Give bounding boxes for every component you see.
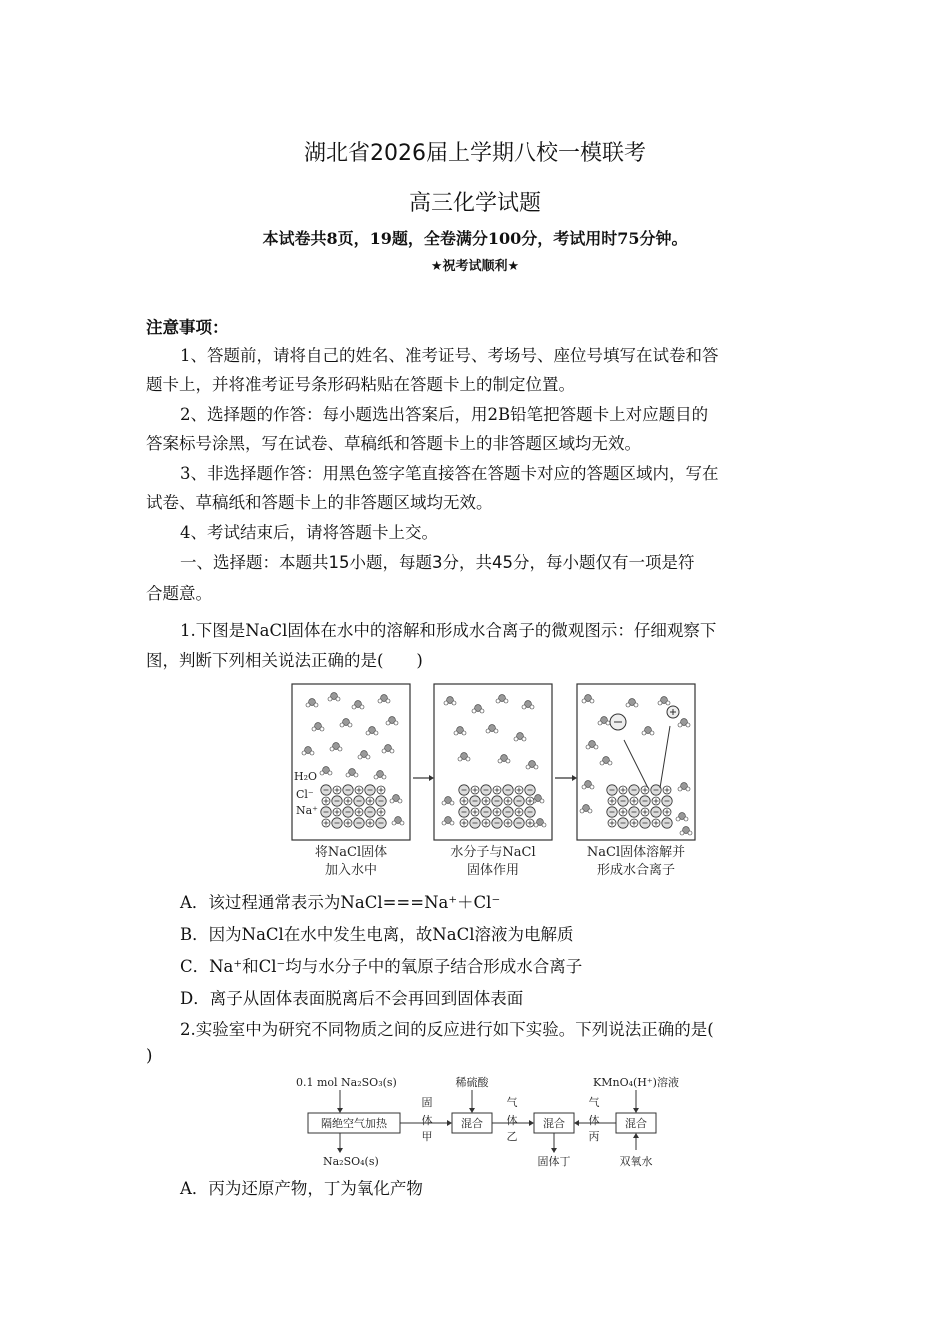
notice-line: 4、考试结束后，请将答题卡上交。 (180, 523, 438, 542)
label-na: Na⁺ (296, 804, 318, 817)
caption-panel-2: 固体作用 (466, 863, 520, 878)
dilute-sulfuric-acid: 稀硫酸 (455, 1076, 489, 1089)
subject-title: 高三化学试题 (408, 191, 541, 216)
notice-line: 1、答题前，请将自己的姓名、准考证号、考场号、座位号填写在试卷和答 (180, 346, 719, 365)
question-1-stem: 1.下图是NaCl固体在水中的溶解和形成水合离子的微观图示：仔细观察下 (180, 621, 717, 640)
gas-bing: 丙 (588, 1130, 600, 1143)
caption-panel-1: 将NaCl固体 (314, 845, 388, 860)
question-1-stem-cont: 图，判断下列相关说法正确的是( ) (146, 651, 423, 670)
label-h2o: H₂O (294, 770, 318, 783)
hydrated-ion-icon (667, 706, 679, 718)
flow-box-mix-2-label: 混合 (543, 1117, 565, 1130)
question-2-stem-cont: ) (146, 1046, 153, 1065)
reaction-flow-diagram (290, 1072, 710, 1168)
gas-yi: 气 (506, 1096, 518, 1109)
solid-ding: 固体丁 (537, 1155, 571, 1168)
exam-info: 本试卷共8页，19题，全卷满分100分，考试用时75分钟。 (262, 229, 688, 248)
solid-jia: 固 (421, 1096, 433, 1109)
exam-title: 湖北省2026届上学期八校一模联考 (304, 141, 646, 166)
gas-yi: 乙 (506, 1130, 518, 1143)
caption-panel-3: NaCl固体溶解并 (586, 845, 686, 860)
caption-panel-2: 水分子与NaCl (450, 845, 536, 860)
section-heading-cont: 合题意。 (146, 584, 212, 603)
start-reagent: 0.1 mol Na₂SO₃(s) (296, 1076, 397, 1089)
question-2-stem: 2.实验室中为研究不同物质之间的反应进行如下实验。下列说法正确的是( (180, 1020, 714, 1039)
good-luck-wish: ★祝考试顺利★ (430, 259, 520, 274)
label-cl: Cl⁻ (296, 788, 314, 801)
section-heading: 一、选择题：本题共15小题，每题3分，共45分，每小题仅有一项是符 (180, 553, 695, 572)
nacl-dissolution-figure (288, 680, 708, 880)
notice-line: 2、选择题的作答：每小题选出答案后，用2B铅笔把答题卡上对应题目的 (180, 405, 709, 424)
question-1-option-d: D．离子从固体表面脱离后不会再回到固体表面 (180, 989, 524, 1008)
flow-box-heat-label: 隔绝空气加热 (321, 1117, 387, 1130)
question-1-option-a: A．该过程通常表示为NaCl===Na⁺＋Cl⁻ (180, 893, 501, 912)
arrow-icon (413, 775, 434, 781)
notice-line: 试卷、草稿纸和答题卡上的非答题区域均无效。 (146, 493, 493, 512)
solid-jia: 体 (421, 1114, 433, 1127)
gas-yi: 体 (506, 1114, 518, 1127)
solid-jia: 甲 (421, 1130, 433, 1143)
gas-bing: 体 (588, 1114, 600, 1127)
notice-line: 答案标号涂黑，写在试卷、草稿纸和答题卡上的非答题区域均无效。 (146, 434, 641, 453)
flow-box-mix-1-label: 混合 (461, 1117, 483, 1130)
product-na2so4: Na₂SO₄(s) (323, 1155, 379, 1168)
notice-heading: 注意事项： (146, 318, 229, 337)
question-1-option-b: B．因为NaCl在水中发生电离，故NaCl溶液为电解质 (180, 925, 574, 944)
hydrated-ion-icon (610, 714, 626, 730)
notice-line: 3、非选择题作答：用黑色签字笔直接答在答题卡对应的答题区域内，写在 (180, 464, 719, 483)
flow-box-mix-3-label: 混合 (625, 1117, 647, 1130)
notice-line: 题卡上，并将准考证号条形码粘贴在答题卡上的制定位置。 (146, 375, 575, 394)
caption-panel-3: 形成水合离子 (596, 863, 676, 878)
caption-panel-1: 加入水中 (324, 863, 378, 878)
kmno4-solution: KMnO₄(H⁺)溶液 (593, 1076, 679, 1089)
arrow-icon (555, 775, 577, 781)
question-2-option-a: A．丙为还原产物，丁为氧化产物 (180, 1179, 423, 1198)
hydrogen-peroxide: 双氧水 (619, 1155, 653, 1168)
question-1-option-c: C．Na⁺和Cl⁻均与水分子中的氧原子结合形成水合离子 (180, 957, 583, 976)
gas-bing: 气 (588, 1096, 600, 1109)
